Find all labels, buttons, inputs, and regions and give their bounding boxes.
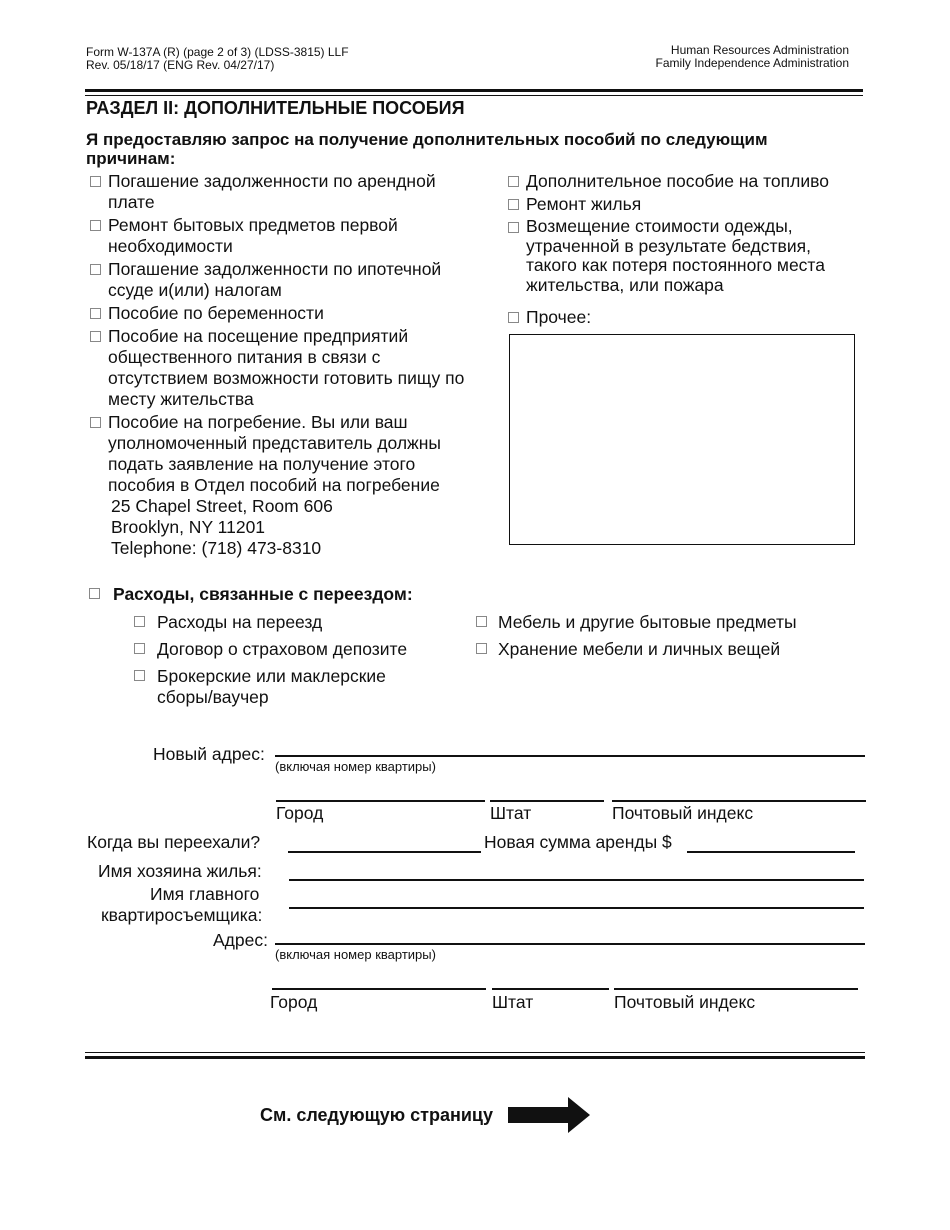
option-storage: Хранение мебели и личных вещей <box>498 639 781 659</box>
new-zip-line[interactable] <box>612 800 866 802</box>
option-home-repair: Ремонт жилья <box>526 194 642 214</box>
new-address-line[interactable] <box>275 755 865 757</box>
tenant-address-label: Адрес: <box>213 930 268 950</box>
checkbox-storage[interactable] <box>476 643 487 654</box>
option-clothing: Возмещение стоимости одежды, утраченной в результате бедствия, такого как потеря постоянного места жительства, или пожара <box>526 216 825 295</box>
option-furniture: Мебель и другие бытовые предметы <box>498 612 797 632</box>
checkbox-furniture[interactable] <box>476 616 487 627</box>
checkbox-appliance-repair[interactable] <box>90 220 101 231</box>
tenant-zip-line[interactable] <box>614 988 858 990</box>
option-restaurant: Пособие на посещение предприятий общественного питания в связи с отсутствием возможности готовить пищу по месту жительства <box>108 326 465 409</box>
main-tenant-label-2: квартиросъемщика: <box>101 905 263 925</box>
option-fuel: Дополнительное пособие на топливо <box>526 171 829 191</box>
section-intro-line2: причинам: <box>86 149 176 168</box>
option-moving-costs: Расходы на переезд <box>157 612 323 632</box>
landlord-line[interactable] <box>289 879 864 881</box>
landlord-label: Имя хозяина жилья: <box>98 861 262 881</box>
option-burial: Пособие на погребение. Вы или ваш уполномоченный представитель должны подать заявление на получение этого пособия в Отдел пособий на погребение <box>108 412 441 495</box>
moving-expenses-title: Расходы, связанные с переездом: <box>113 584 413 604</box>
new-rent-label: Новая сумма аренды $ <box>484 832 672 852</box>
checkbox-burial[interactable] <box>90 417 101 428</box>
new-city-label: Город <box>276 803 324 823</box>
option-mortgage: Погашение задолженности по ипотечной ссуде и(или) налогам <box>108 259 442 300</box>
new-address-apt-note: (включая номер квартиры) <box>275 759 436 774</box>
option-appliance-repair: Ремонт бытовых предметов первой необходимости <box>108 215 398 256</box>
tenant-address-line[interactable] <box>275 943 865 945</box>
checkbox-home-repair[interactable] <box>508 199 519 210</box>
tenant-city-line[interactable] <box>272 988 486 990</box>
checkbox-mortgage[interactable] <box>90 264 101 275</box>
option-other: Прочее: <box>526 307 592 327</box>
option-rent-arrears: Погашение задолженности по арендной плате <box>108 171 436 212</box>
main-tenant-label-1: Имя главного <box>150 884 260 904</box>
new-state-label: Штат <box>490 803 532 823</box>
new-address-label: Новый адрес: <box>153 744 265 764</box>
checkbox-restaurant[interactable] <box>90 331 101 342</box>
checkbox-rent-arrears[interactable] <box>90 176 101 187</box>
header-rule-thick <box>85 89 863 92</box>
checkbox-clothing[interactable] <box>508 222 519 233</box>
option-deposit: Договор о страховом депозите <box>157 639 408 659</box>
checkbox-fuel[interactable] <box>508 176 519 187</box>
tenant-city-label: Город <box>270 992 318 1012</box>
main-tenant-line[interactable] <box>289 907 864 909</box>
tenant-state-line[interactable] <box>492 988 609 990</box>
new-rent-line[interactable] <box>687 851 855 853</box>
agency-name: Human Resources Administration <box>670 43 849 57</box>
form-revision: Rev. 05/18/17 (ENG Rev. 04/27/17) <box>86 58 275 72</box>
other-reason-textbox[interactable] <box>509 334 855 545</box>
checkbox-broker[interactable] <box>134 670 145 681</box>
new-city-line[interactable] <box>276 800 485 802</box>
tenant-state-label: Штат <box>492 992 534 1012</box>
new-state-line[interactable] <box>490 800 604 802</box>
checkbox-other[interactable] <box>508 312 519 323</box>
tenant-zip-label: Почтовый индекс <box>614 992 756 1012</box>
agency-division: Family Independence Administration <box>655 56 849 70</box>
burial-office-address: 25 Chapel Street, Room 606 Brooklyn, NY 11201 Telephone: (718) 473-8310 <box>111 496 333 558</box>
arrow-right-icon <box>508 1097 592 1133</box>
checkbox-pregnancy[interactable] <box>90 308 101 319</box>
move-date-label: Когда вы переехали? <box>87 832 261 852</box>
checkbox-moving-expenses[interactable] <box>89 588 100 599</box>
section-intro-line1: Я предоставляю запрос на получение дополнительных пособий по следующим <box>86 130 768 149</box>
checkbox-deposit[interactable] <box>134 643 145 654</box>
header-rule-thin <box>85 95 863 96</box>
tenant-address-apt-note: (включая номер квартиры) <box>275 947 436 962</box>
footer-rule-thin <box>85 1052 865 1053</box>
checkbox-moving-costs[interactable] <box>134 616 145 627</box>
option-broker: Брокерские или маклерские сборы/ваучер <box>157 666 386 707</box>
section-title: РАЗДЕЛ II: ДОПОЛНИТЕЛЬНЫЕ ПОСОБИЯ <box>86 98 465 118</box>
form-number: Form W-137A (R) (page 2 of 3) (LDSS-3815) LLF <box>86 45 349 59</box>
footer-rule-thick <box>85 1056 865 1059</box>
option-pregnancy: Пособие по беременности <box>108 303 324 323</box>
new-zip-label: Почтовый индекс <box>612 803 754 823</box>
move-date-line[interactable] <box>288 851 481 853</box>
next-page-text: См. следующую страницу <box>260 1105 493 1125</box>
